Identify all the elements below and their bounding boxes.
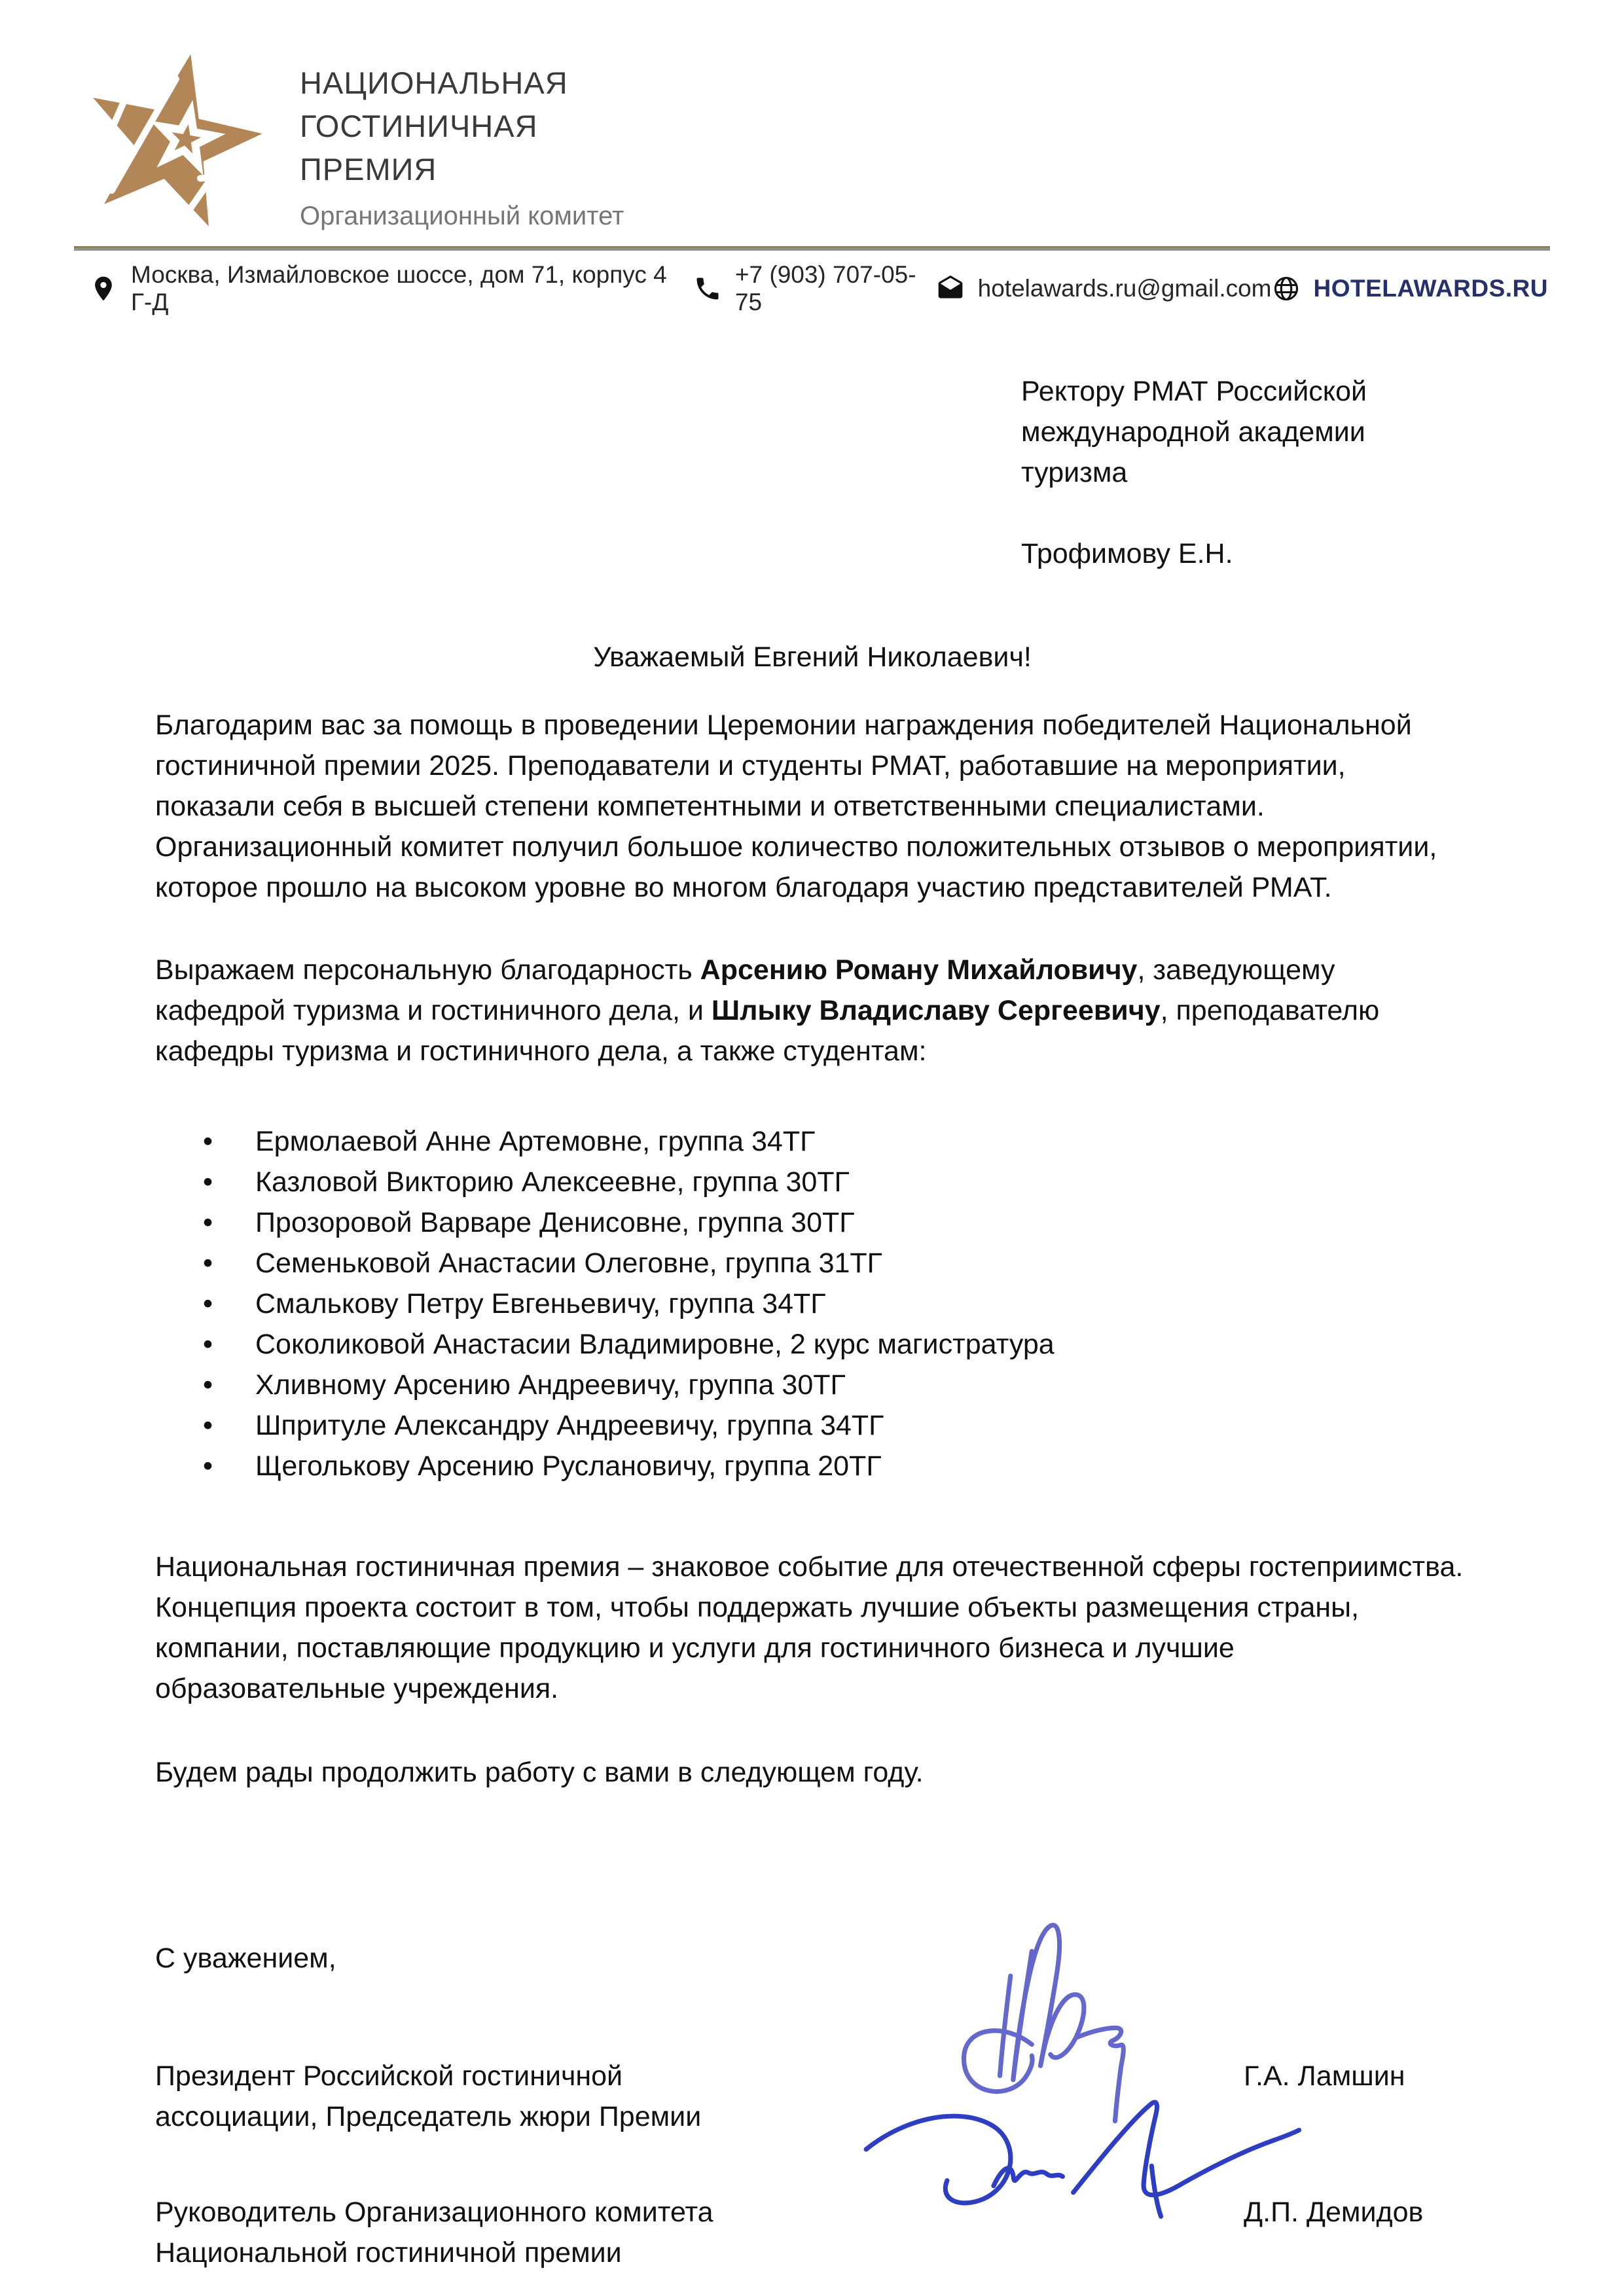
letter-body [155,371,1470,2273]
letterhead [0,0,1624,236]
award-star-logo-icon [84,47,266,236]
letterhead-text [300,47,624,231]
paragraph-future-work: Будем рады продолжить работу с вами в следующем году. [155,1757,924,1788]
address-text: Москва, Измайловское шоссе, дом 71, корпус 4 Г-Д [131,261,667,315]
website-item [1272,274,1549,303]
closing-block [155,1938,1470,2273]
text-segment: Выражаем персональную благодарность [155,954,700,986]
address-item [89,261,693,316]
org-subtitle: Организационный комитет [300,202,624,230]
list-item: • Соколиковой Анастасии Владимировне, 2 курс магистратура [255,1324,1470,1365]
phone-text: +7 (903) 707-05-75 [734,261,916,315]
list-item: • Казловой Викторию Алексеевне, группа 30ТГ [255,1162,1470,1202]
email-text: hotelawards.ru@gmail.com [977,275,1272,302]
phone-icon [693,274,722,303]
recipient-line-2: международной академии туризма [1021,416,1365,488]
students-list [155,1121,1470,1486]
org-name-line-1: НАЦИОНАЛЬНАЯ [300,65,568,100]
email-item [936,274,1272,303]
regards-line: С уважением, [155,1943,336,1974]
list-item: • Смалькову Петру Евгеньевичу, группа 34ТГ [255,1283,1470,1324]
signatory-title-line: Президент Российской гостиничной [155,2060,623,2092]
list-item: • Шпритуле Александру Андреевичу, группа 34ТГ [255,1405,1470,1446]
signatory-row-president [155,2056,1470,2137]
location-pin-icon [89,274,118,303]
paragraph-gratitude: Благодарим вас за помощь в проведении Церемонии награждения победителей Национальной гостиничной премии 2025. Преподаватели и студенты РМАТ, работавшие на мероприятии, показали себя в высшей степени компетентными и ответственными специалистами. Организационный комитет получил большое количество положительных отзывов о мероприятии, которое прошло на высоком уровне во многом благодаря участию представителей РМАТ. [155,709,1437,903]
signatory-name: Д.П. Демидов [1244,2197,1424,2228]
paragraph-personal-thanks [155,950,1470,1071]
paragraph-award-concept: Национальная гостиничная премия – знаковое событие для отечественной сферы гостеприимства. Концепция проекта состоит в том, чтобы поддержать лучшие объекты размещения страны, компании, поставляющие продукцию и услуги для гостиничного бизнеса и лучшие образовательные учреждения. [155,1551,1464,1704]
contact-bar [89,261,1548,316]
text-segment: , преподавателю кафедры туризма и гостиничного дела, а также студентам: [155,995,1380,1067]
list-item: • Семеньковой Анастасии Олеговне, группа 31ТГ [255,1243,1470,1283]
recipient-line-1: Ректору РМАТ Российской [1021,376,1367,407]
recipient-block [1021,371,1470,493]
signatory-title-line: Руководитель Организационного комитета [155,2197,713,2228]
text-segment: , заведующему кафедрой туризма и гостиничного дела, и [155,954,1335,1026]
org-name-line-2: ГОСТИНИЧНАЯ [300,109,538,143]
list-item: • Хливному Арсению Андреевичу, группа 30ТГ [255,1365,1470,1405]
signatory-row-committee-head [155,2192,1470,2273]
signatory-title-line: ассоциации, Председатель жюри Премии [155,2101,702,2132]
recipient-name: Трофимову Е.Н. [1021,538,1233,569]
website-text: HOTELAWARDS.RU [1313,275,1548,302]
letterhead-divider [74,246,1550,251]
envelope-icon [936,274,965,303]
list-item: • Щеголькову Арсению Руслановичу, группа 20ТГ [255,1446,1470,1486]
list-item: • Ермолаевой Анне Артемовне, группа 34ТГ [255,1121,1470,1162]
salutation: Уважаемый Евгений Николаевич! [593,641,1032,673]
org-name-line-3: ПРЕМИЯ [300,152,437,187]
highlighted-name: Арсению Роману Михайловичу [700,954,1138,986]
globe-icon [1272,274,1301,303]
signatory-name: Г.А. Ламшин [1244,2060,1405,2092]
list-item: • Прозоровой Варваре Денисовне, группа 30ТГ [255,1202,1470,1243]
signatory-title-line: Национальной гостиничной премии [155,2237,622,2269]
phone-item [693,261,936,316]
highlighted-name: Шлыку Владиславу Сергеевичу [711,995,1161,1026]
